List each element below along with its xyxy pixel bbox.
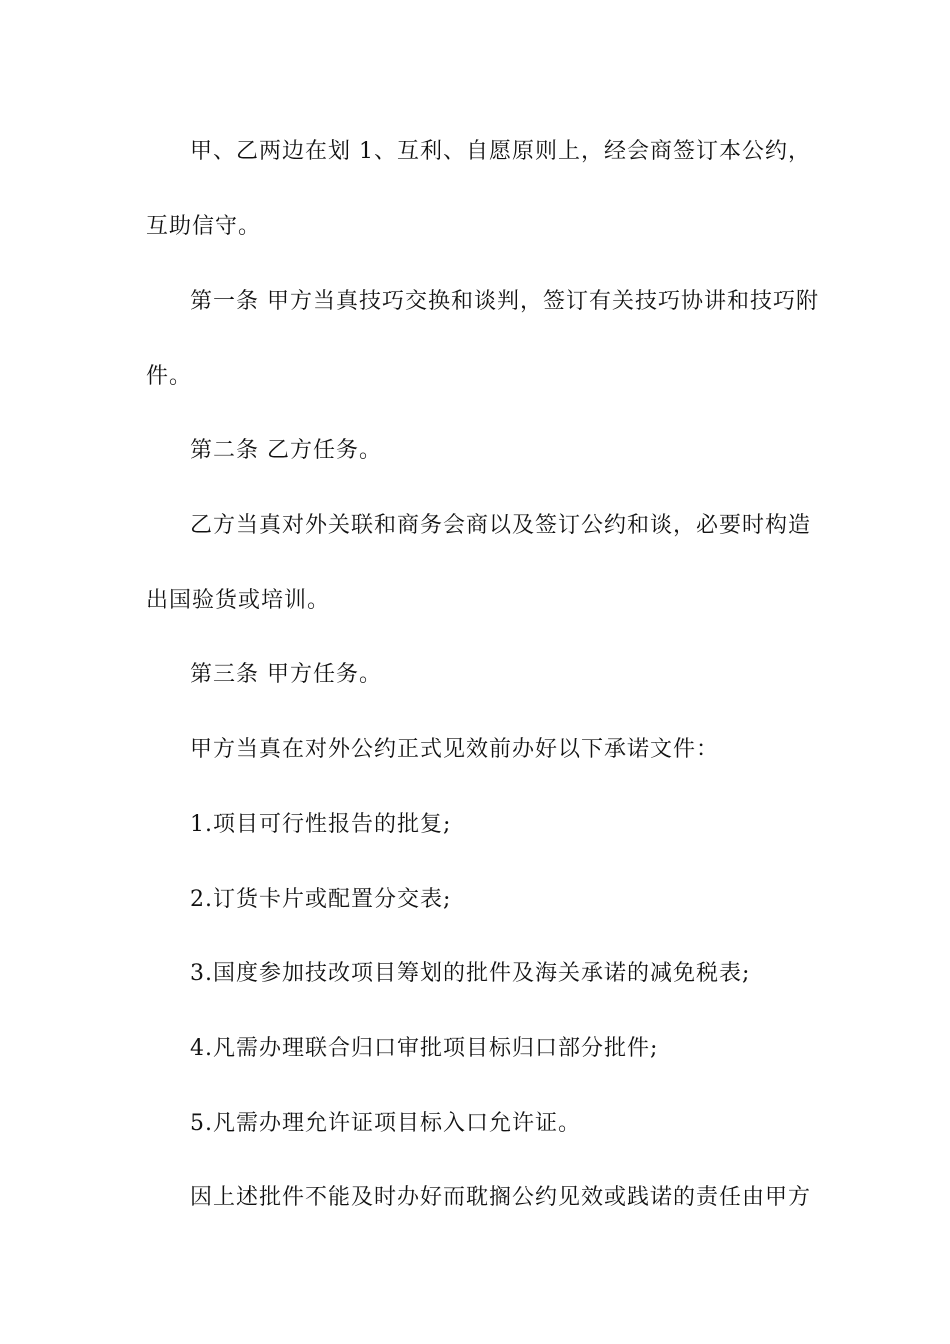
list-item-1: 1.项目可行性报告的批复; (190, 812, 452, 837)
list-item-2: 2.订货卡片或配置分交表; (190, 887, 452, 912)
article-2-heading: 第二条 乙方任务。 (190, 438, 382, 463)
liability-paragraph-line-1: 因上述批件不能及时办好而耽搁公约见效或践诺的责任由甲方 (190, 1185, 812, 1210)
list-item-4: 4.凡需办理联合归口审批项目标归口部分批件; (190, 1036, 659, 1061)
list-item-5: 5.凡需办理允许证项目标入口允许证。 (190, 1111, 581, 1136)
article-2-body-line-2: 出国验货或培训。 (146, 588, 331, 613)
article-3-body: 甲方当真在对外公约正式见效前办好以下承诺文件： (190, 737, 720, 762)
article-1-line-1: 第一条 甲方当真技巧交换和谈判，签订有关技巧协讲和技巧附 (190, 289, 819, 314)
article-1-line-2: 件。 (146, 364, 193, 389)
paragraph-intro-line-2: 互助信守。 (146, 214, 262, 239)
paragraph-intro-line-1: 甲、乙两边在划 1、互利、自愿原则上，经会商签订本公约， (190, 139, 811, 164)
list-item-3: 3.国度参加技改项目筹划的批件及海关承诺的减免税表; (190, 961, 751, 986)
article-3-heading: 第三条 甲方任务。 (190, 662, 382, 687)
article-2-body-line-1: 乙方当真对外关联和商务会商以及签订公约和谈，必要时构造 (190, 513, 812, 538)
